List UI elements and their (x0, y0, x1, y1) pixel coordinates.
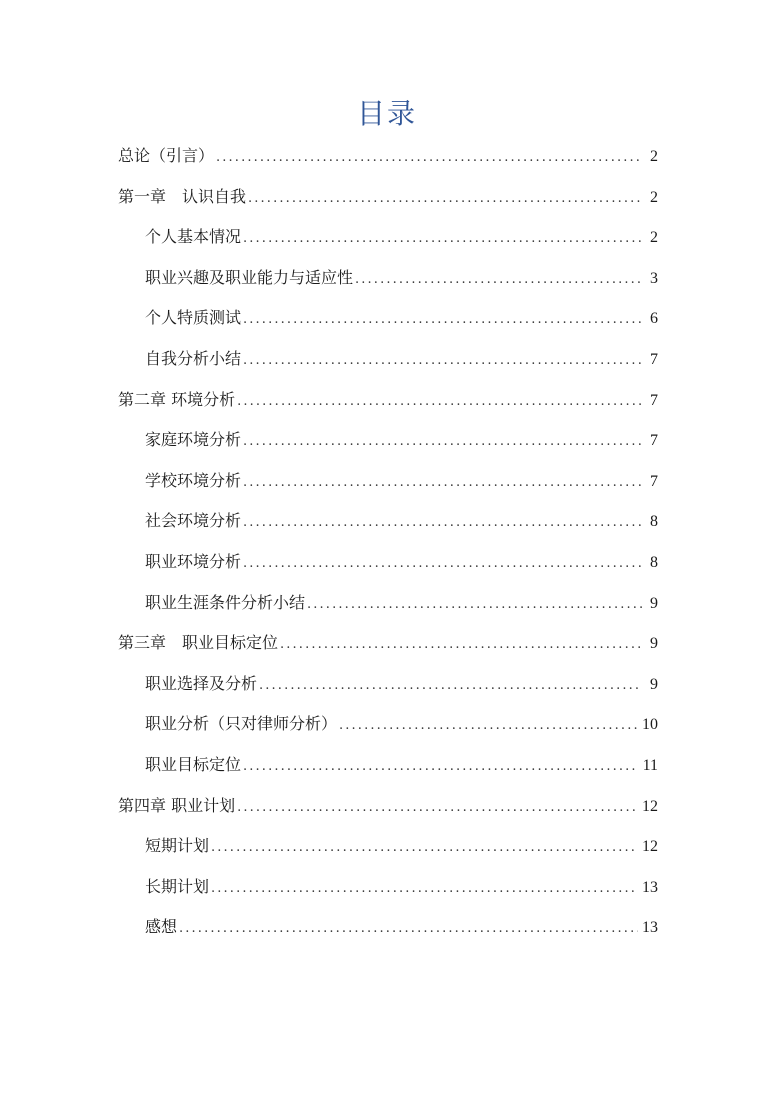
toc-entry[interactable] (118, 136, 658, 177)
toc-entry[interactable] (118, 177, 658, 218)
toc-entry-page-number: 2 (650, 229, 658, 247)
toc-entry-label: 家庭环境分析 (145, 430, 242, 450)
toc-entry-label: 职业兴趣及职业能力与适应性 (145, 267, 354, 287)
toc-dot-leader (355, 260, 642, 301)
toc-entry[interactable] (118, 907, 658, 948)
toc-entry-label: 第一章 认识自我 (118, 186, 247, 206)
toc-entry-label: 短期计划 (145, 836, 210, 856)
toc-entry-page-number: 13 (642, 919, 658, 937)
toc-dot-leader (211, 869, 638, 910)
toc-entry-label: 感想 (145, 917, 178, 937)
toc-entry-label: 职业生涯条件分析小结 (145, 592, 306, 612)
toc-dot-leader (243, 544, 642, 585)
toc-dot-leader (237, 382, 642, 423)
toc-entry-label: 总论（引言） (118, 146, 215, 165)
toc-dot-leader (179, 909, 638, 950)
toc-dot-leader (243, 300, 642, 341)
toc-entry-page-number: 12 (642, 797, 658, 815)
toc-dot-leader (243, 463, 642, 504)
toc-entry-page-number: 3 (650, 269, 658, 287)
toc-dot-leader (243, 219, 642, 260)
toc-entry-label: 社会环境分析 (145, 511, 242, 531)
toc-entry-page-number: 2 (650, 188, 658, 206)
toc-entry-page-number: 2 (650, 148, 658, 165)
toc-entry-label: 个人基本情况 (145, 227, 242, 247)
toc-entry[interactable] (118, 461, 658, 502)
toc-entry-page-number: 9 (650, 675, 658, 693)
toc-dot-leader (211, 828, 638, 869)
toc-entry-label: 长期计划 (145, 876, 210, 896)
toc-dot-leader (259, 666, 642, 707)
toc-dot-leader (243, 422, 642, 463)
toc-entry-label: 职业分析（只对律师分析） (145, 714, 338, 734)
toc-entry[interactable] (118, 501, 658, 542)
toc-dot-leader (280, 625, 642, 666)
toc-entry-page-number: 9 (650, 635, 658, 653)
toc-entry[interactable] (118, 664, 658, 705)
toc-dot-leader (243, 747, 639, 788)
toc-dot-leader (248, 179, 642, 220)
toc-entry[interactable] (118, 217, 658, 258)
toc-dot-leader (243, 341, 642, 382)
toc-entry[interactable] (118, 745, 658, 786)
toc-entry[interactable] (118, 380, 658, 421)
toc-dot-leader (243, 503, 642, 544)
toc-entry-label: 第三章 职业目标定位 (118, 633, 279, 653)
toc-entry[interactable] (118, 826, 658, 867)
toc-entry-page-number: 13 (642, 878, 658, 896)
toc-entry[interactable] (118, 704, 658, 745)
toc-entry-page-number: 8 (650, 553, 658, 571)
toc-entry-label: 第二章 环境分析 (118, 389, 236, 409)
toc-entry[interactable] (118, 420, 658, 461)
toc-entry-page-number: 6 (650, 310, 658, 328)
toc-dot-leader (237, 788, 638, 829)
toc-entry-page-number: 11 (642, 756, 658, 774)
toc-entry-page-number: 7 (650, 432, 658, 450)
toc-entry[interactable] (118, 623, 658, 664)
toc-entry[interactable] (118, 339, 658, 380)
toc-entry-label: 自我分析小结 (145, 348, 242, 368)
toc-entry-page-number: 12 (642, 838, 658, 856)
toc-entry-label: 第四章 职业计划 (118, 795, 236, 815)
toc-title: 目录 (356, 97, 417, 130)
toc-entry[interactable] (118, 258, 658, 299)
toc-entry[interactable] (118, 867, 658, 908)
toc-entry-page-number: 9 (650, 594, 658, 612)
toc-entry-label: 学校环境分析 (145, 470, 242, 490)
toc-entry-page-number: 10 (642, 716, 658, 734)
toc-entry-label: 职业目标定位 (145, 754, 242, 774)
toc-entry-page-number: 7 (650, 472, 658, 490)
toc-entry-label: 职业选择及分析 (145, 673, 258, 693)
toc-dot-leader (307, 585, 642, 626)
toc-entry-label: 职业环境分析 (145, 551, 242, 571)
toc-dot-leader (339, 706, 638, 747)
table-of-contents (118, 136, 658, 948)
toc-entry-label: 个人特质测试 (145, 308, 242, 328)
toc-entry-page-number: 7 (650, 350, 658, 368)
toc-entry[interactable] (118, 786, 658, 827)
toc-entry[interactable] (118, 542, 658, 583)
toc-entry[interactable] (118, 583, 658, 624)
toc-entry-page-number: 8 (650, 513, 658, 531)
toc-entry[interactable] (118, 298, 658, 339)
toc-dot-leader (216, 138, 642, 179)
toc-entry-page-number: 7 (650, 391, 658, 409)
